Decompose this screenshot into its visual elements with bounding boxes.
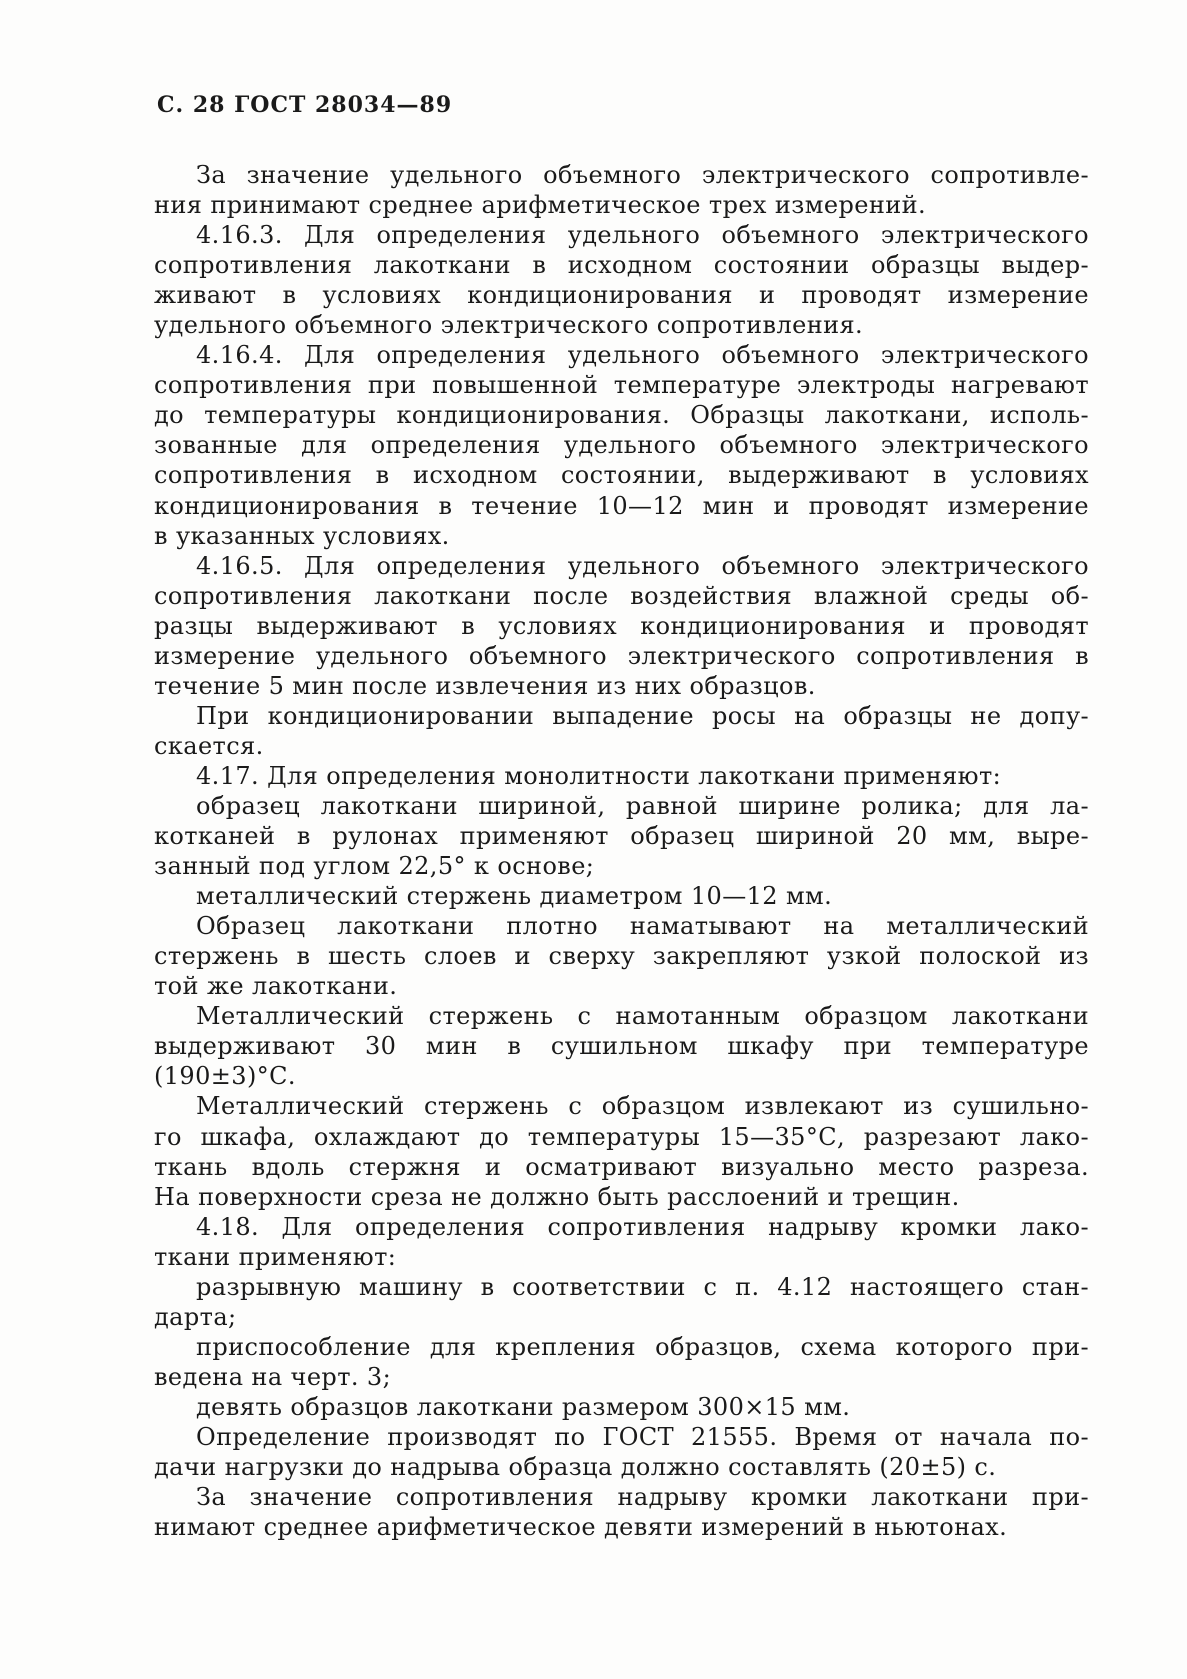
text-line: зованные для определения удельного объемного электрического bbox=[154, 431, 1089, 460]
text-line: Металлический стержень с образцом извлекают из сушильно- bbox=[196, 1092, 1089, 1121]
text-line: образец лакоткани шириной, равной ширине ролика; для ла- bbox=[196, 791, 1089, 820]
text-line: приспособление для крепления образцов, схема которого при- bbox=[196, 1332, 1089, 1361]
text-line: стержень в шесть слоев и сверху закрепляют узкой полоской из bbox=[154, 942, 1089, 971]
text-line: ткань вдоль стержня и осматривают визуально место разреза. bbox=[154, 1152, 1089, 1181]
text-line: 4.16.4. Для определения удельного объемного электрического bbox=[196, 341, 1089, 370]
document-body bbox=[154, 160, 1089, 1542]
text-line: го шкафа, охлаждают до температуры 15—35°С, разрезают лако- bbox=[154, 1122, 1089, 1151]
text-line: На поверхности среза не должно быть расслоений и трещин. bbox=[154, 1182, 960, 1211]
text-line: девять образцов лакоткани размером 300×15 мм. bbox=[196, 1392, 851, 1421]
text-line: 4.16.5. Для определения удельного объемного электрического bbox=[196, 551, 1089, 580]
text-line: сопротивления при повышенной температуре электроды нагревают bbox=[154, 371, 1089, 400]
text-line: Металлический стержень с намотанным образцом лакоткани bbox=[196, 1002, 1089, 1031]
text-line: ткани применяют: bbox=[154, 1242, 397, 1271]
text-line: занный под углом 22,5° к основе; bbox=[154, 852, 595, 881]
text-line: скается. bbox=[154, 731, 264, 760]
text-line: 4.16.3. Для определения удельного объемного электрического bbox=[196, 221, 1089, 250]
text-line: дачи нагрузки до надрыва образца должно составлять (20±5) с. bbox=[154, 1453, 997, 1482]
text-line: металлический стержень диаметром 10—12 мм. bbox=[196, 882, 833, 911]
text-line: дарта; bbox=[154, 1302, 237, 1331]
text-line: За значение сопротивления надрыву кромки лакоткани при- bbox=[196, 1483, 1089, 1512]
text-line: измерение удельного объемного электрического сопротивления в bbox=[154, 641, 1089, 670]
text-line: той же лакоткани. bbox=[154, 972, 398, 1001]
text-line: нимают среднее арифметическое девяти измерений в ньютонах. bbox=[154, 1513, 1008, 1542]
text-line: Образец лакоткани плотно наматывают на металлический bbox=[196, 912, 1089, 941]
text-line: до температуры кондиционирования. Образцы лакоткани, исполь- bbox=[154, 401, 1089, 430]
text-line: течение 5 мин после извлечения из них образцов. bbox=[154, 671, 816, 700]
text-line: в указанных условиях. bbox=[154, 521, 450, 550]
text-line: удельного объемного электрического сопротивления. bbox=[154, 311, 864, 340]
text-line: выдерживают 30 мин в сушильном шкафу при температуре bbox=[154, 1032, 1089, 1061]
text-line: разцы выдерживают в условиях кондиционирования и проводят bbox=[154, 611, 1089, 640]
text-line: 4.17. Для определения монолитности лакоткани применяют: bbox=[196, 761, 1002, 790]
text-line: За значение удельного объемного электрического сопротивле- bbox=[196, 161, 1089, 189]
text-line: сопротивления лакоткани в исходном состоянии образцы выдер- bbox=[154, 251, 1089, 280]
text-line: кондиционирования в течение 10—12 мин и проводят измерение bbox=[154, 491, 1089, 520]
text-line: ведена на черт. 3; bbox=[154, 1362, 392, 1391]
text-line: Определение производят по ГОСТ 21555. Время от начала по- bbox=[196, 1422, 1089, 1451]
text-line: (190±3)°С. bbox=[154, 1062, 296, 1091]
text-line: разрывную машину в соответствии с п. 4.12 настоящего стан- bbox=[196, 1272, 1089, 1301]
text-line: ния принимают среднее арифметическое трех измерений. bbox=[154, 191, 927, 220]
text-line: живают в условиях кондиционирования и проводят измерение bbox=[154, 281, 1089, 310]
text-line: сопротивления лакоткани после воздействия влажной среды об- bbox=[154, 581, 1089, 610]
text-line: При кондиционировании выпадение росы на образцы не допу- bbox=[196, 701, 1089, 730]
page-header: С. 28 ГОСТ 28034—89 bbox=[157, 92, 453, 118]
text-line: 4.18. Для определения сопротивления надрыву кромки лако- bbox=[196, 1212, 1089, 1241]
text-line: котканей в рулонах применяют образец шириной 20 мм, выре- bbox=[154, 822, 1089, 851]
text-line: сопротивления в исходном состоянии, выдерживают в условиях bbox=[154, 461, 1089, 490]
